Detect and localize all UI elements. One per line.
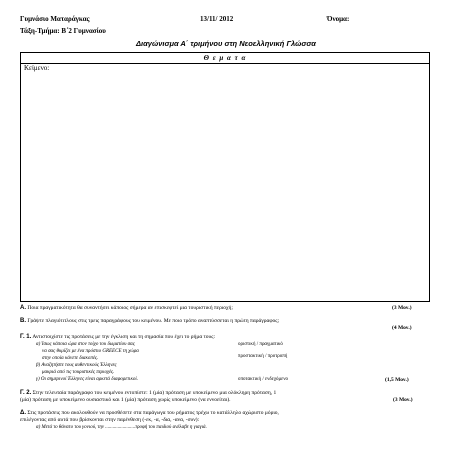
- g1-item-a-line2: να σας θυμίζει με ένα πρόστιο GREECE τη χώρα: [42, 349, 139, 354]
- question-b-number: Β.: [20, 318, 26, 324]
- question-a: [20, 305, 233, 312]
- g1-item-b-line2: μακριά από τις τουριστικές περιοχές.: [42, 370, 115, 375]
- name-label: Όνομα:: [327, 15, 350, 23]
- g1-option-3: οποτακτική / ενδεχόμενο: [238, 377, 289, 382]
- question-d-item-a: α) Μετά το θάνατο του γονιού, την ........................τροφή του παιδιού ανέλαβε η γιαγιά.: [36, 425, 207, 430]
- question-d-line2: επιλέγοντας από αυτά που βρίσκονται στην παρένθεση (-εκ, -α, -δια, -ανα, -συν):: [20, 417, 200, 423]
- g1-option-2: προστακτική / προτροπή: [238, 354, 288, 359]
- g1-item-a-line1: α) Ίσως κάποια ώρα στον τοίχο του δωματίου σας: [36, 342, 135, 347]
- question-b: [20, 318, 279, 325]
- g1-item-c-line1: γ) Οι σημερινοί Έλληνες είναι αρκετά διαφορετικοί.: [36, 377, 138, 382]
- question-g2: [20, 390, 276, 397]
- question-d-line1: Στις προτάσεις που ακολουθούν να προσθέσετε στα παράγωγα του ρήματος τρέχω το κατάλληλο αχώριστο μόριο,: [27, 410, 279, 416]
- exam-date: 13/11/ 2012: [200, 15, 234, 23]
- question-g2-marks: (3 Μον.): [393, 397, 413, 403]
- question-g2-line2: (μία) πρόταση με υποκείμενο ουσιαστικό και 1 (μία) πρόταση χωρίς υποκείμενο (να εννοείται).: [20, 397, 231, 403]
- question-a-text: Ποια πραγματικότητα θα συναντήσει κάποιος σήμερα αν επισκεφτεί μια τουριστική περιοχή;: [27, 305, 233, 311]
- g1-item-b-line1: β) Αναζητήστε τους αυθεντικούς Έλληνες: [36, 363, 117, 368]
- g1-item-a-line3: στην οποία κάνετε διακοπές.: [42, 356, 99, 361]
- question-a-number: Α.: [20, 305, 26, 311]
- g1-option-1: οριστική / πραγματικό: [238, 342, 283, 347]
- question-d-number: Δ.: [20, 410, 26, 416]
- themata-heading: Θ ε μ α τ α: [21, 53, 429, 64]
- school-name: Γυμνάσιο Ματαράγκας: [20, 15, 90, 23]
- text-label: Κείμενο:: [24, 64, 50, 72]
- class-label: Τάξη-Τμήμα: Β΄2 Γυμνασίου: [20, 27, 106, 35]
- question-g1-number: Γ. 1.: [20, 334, 32, 340]
- question-b-marks: (4 Μον.): [392, 325, 412, 331]
- question-a-marks: (3 Μον.): [392, 305, 412, 311]
- question-g2-line1: Στην τελευταία παράγραφο του κειμένου εντοπίστε: 1 (μία) πρόταση με υποκείμενο μια ολόκληρη πρόταση, 1: [32, 390, 277, 396]
- exam-title: Διαγώνισμα Α΄ τριμήνου στη Νεοελληνική Γλώσσα: [136, 39, 316, 48]
- text-box: [20, 52, 430, 302]
- question-d: [20, 410, 279, 417]
- question-g1-marks: (1,5 Μον.): [385, 377, 409, 383]
- question-b-text: Γράψτε πλαγιότιτλους στις τρεις παραγράφους του κειμένου. Με ποιο τρόπο αναπτύσσεται η πρώτη παράγραφος;: [27, 318, 280, 324]
- question-g2-number: Γ. 2.: [20, 390, 32, 396]
- question-g1: [20, 334, 215, 341]
- question-g1-text: Αντιστοιχίστε τις προτάσεις με την έγκλιση και τη σημασία που έχει το ρήμα τους:: [32, 334, 215, 340]
